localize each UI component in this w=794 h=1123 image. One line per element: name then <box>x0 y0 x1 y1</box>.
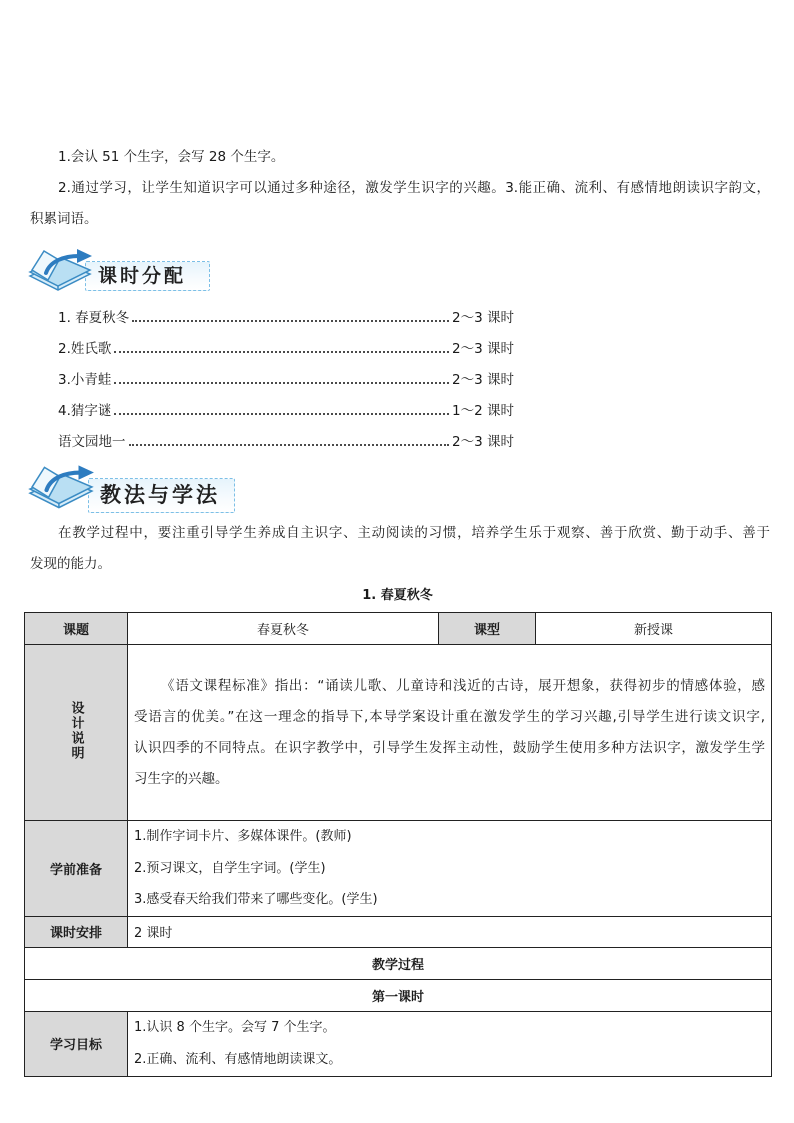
lesson-hours: 1～2 课时 <box>452 402 514 419</box>
methods-paragraph <box>30 518 770 580</box>
type-value: 新授课 <box>536 613 772 645</box>
objective-line: 2.通过学习，让学生知道识字可以通过多种途径，激发学生识字的兴趣。3.能正确、流利、有感情地朗读识字韵文， <box>58 180 770 196</box>
prep-list <box>134 821 765 916</box>
lesson-name: 2.姓氏歌 <box>58 340 112 357</box>
topic-value: 春夏秋冬 <box>128 613 439 645</box>
lesson-hours: 2～3 课时 <box>452 371 514 388</box>
design-line: 认识四季的不同特点。在识字教学中，引导学生发挥主动性，鼓励学生使用多种方法识字，激发学生学 <box>134 739 765 756</box>
table-row <box>25 947 772 979</box>
objective-line: 1.会认 51 个生字，会写 28 个生字。 <box>58 149 285 165</box>
lesson-name: 4.猜字谜 <box>58 402 112 419</box>
prep-label: 学前准备 <box>25 821 128 917</box>
lesson-hours: 2～3 课时 <box>452 309 514 326</box>
table-row <box>25 613 772 645</box>
table-row <box>25 645 772 821</box>
design-cell <box>128 645 772 821</box>
design-label-cell <box>25 645 128 821</box>
lesson-name: 语文园地一 <box>58 433 126 450</box>
table-row <box>25 979 772 1011</box>
table-row <box>25 916 772 947</box>
dot-leader <box>114 351 449 353</box>
design-line: 习生字的兴趣。 <box>134 770 229 787</box>
section-title: 课时分配 <box>98 265 187 287</box>
dot-leader <box>129 444 450 446</box>
lesson-hours: 2～3 课时 <box>452 340 514 357</box>
list-item <box>58 362 514 393</box>
list-item <box>58 424 514 455</box>
prep-cell <box>128 821 772 917</box>
topic-label: 课题 <box>25 613 128 645</box>
lesson-title: 1. 春夏秋冬 <box>362 588 433 603</box>
section-title: 教法与学法 <box>100 483 220 507</box>
goal-item: 2.正确、流利、有感情地朗读课文。 <box>134 1051 342 1067</box>
design-text <box>134 671 765 795</box>
goal-item: 1.认识 8 个生字。会写 7 个生字。 <box>134 1019 336 1035</box>
list-item <box>58 331 514 362</box>
hours-value: 2 课时 <box>128 916 772 947</box>
list-item <box>58 393 514 424</box>
book-arrow-icon <box>28 462 96 514</box>
design-label: 设计说明 <box>68 700 84 761</box>
table-row <box>25 821 772 917</box>
design-line: 受语言的优美。”在这一理念的指导下,本导学案设计重在激发学生的学习兴趣,引导学生进行读文识字, <box>134 708 765 725</box>
lesson-name: 3.小青蛙 <box>58 371 112 388</box>
intro-objectives <box>30 142 770 235</box>
dot-leader <box>114 382 449 384</box>
design-line: 《语文课程标准》指出：“诵读儿歌、儿童诗和浅近的古诗，展开想象，获得初步的情感体验，感 <box>161 677 765 694</box>
methods-line: 发现的能力。 <box>30 556 111 572</box>
period-heading: 第一课时 <box>25 979 772 1011</box>
lesson-plan-table <box>24 612 772 1077</box>
process-heading: 教学过程 <box>25 947 772 979</box>
dot-leader <box>132 320 449 322</box>
lesson-name: 1. 春夏秋冬 <box>58 309 130 326</box>
objective-line: 积累词语。 <box>30 211 98 227</box>
prep-item: 2.预习课文，自学生字词。(学生) <box>134 860 326 876</box>
methods-line: 在教学过程中，要注重引导学生养成自主识字、主动阅读的习惯，培养学生乐于观察、善于欣赏、勤于动手、善于 <box>58 525 770 541</box>
hours-label: 课时安排 <box>25 916 128 947</box>
list-item <box>58 300 514 331</box>
goals-cell <box>128 1011 772 1076</box>
prep-item: 1.制作字词卡片、多媒体课件。(教师) <box>134 829 352 844</box>
goals-list <box>134 1012 765 1076</box>
prep-item: 3.感受春天给我们带来了哪些变化。(学生) <box>134 892 378 907</box>
type-label: 课型 <box>439 613 536 645</box>
book-arrow-icon <box>28 246 94 296</box>
lesson-hours: 2～3 课时 <box>452 433 514 450</box>
schedule-list <box>58 300 514 455</box>
table-row <box>25 1011 772 1076</box>
goals-label: 学习目标 <box>25 1011 128 1076</box>
dot-leader <box>114 413 449 415</box>
